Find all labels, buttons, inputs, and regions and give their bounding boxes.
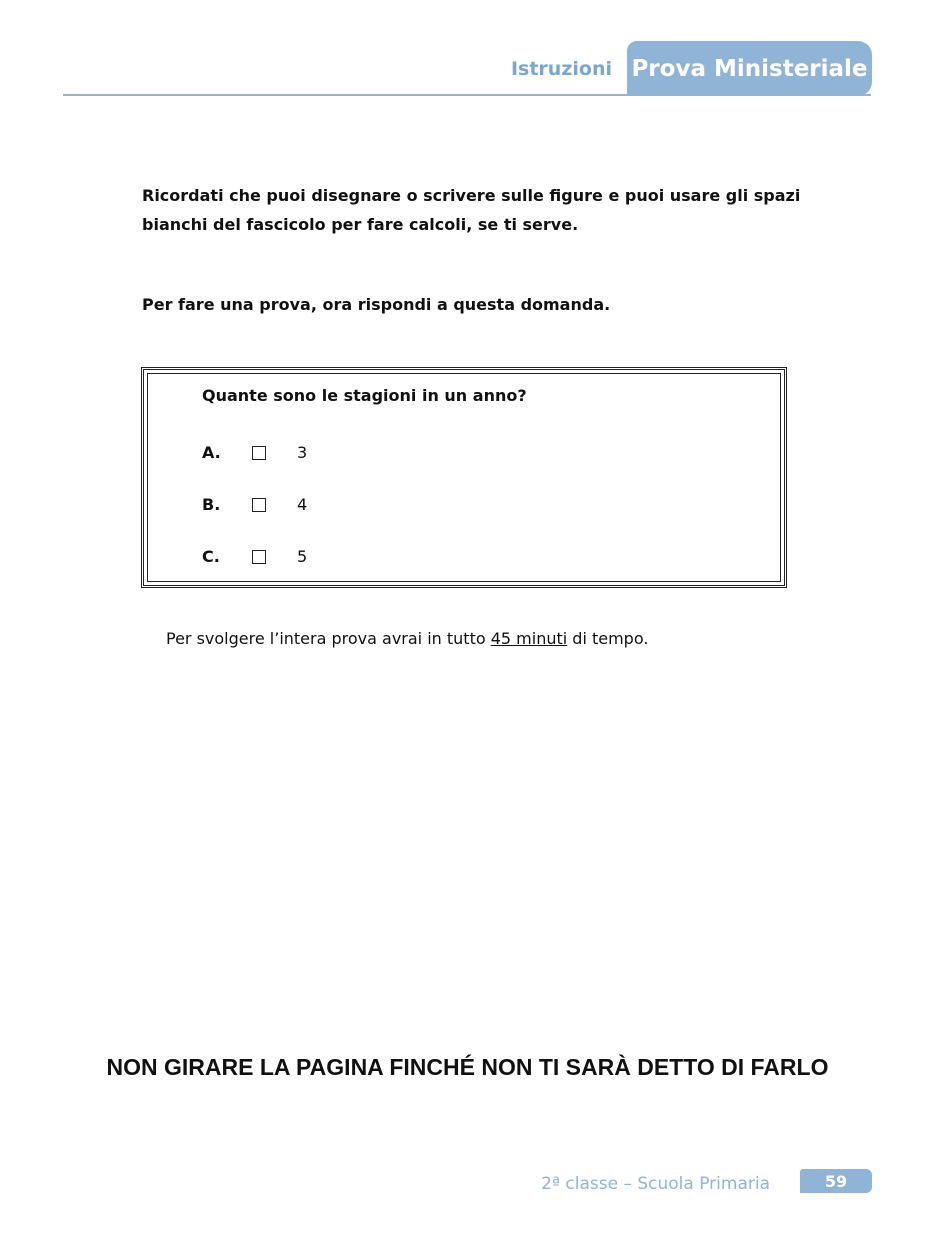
option-c-checkbox[interactable] xyxy=(252,550,266,564)
option-letter: B. xyxy=(202,495,221,514)
footer-label: 2ª classe – Scuola Primaria xyxy=(541,1174,770,1194)
time-note-before: Per svolgere l’intera prova avrai in tutto xyxy=(166,629,491,648)
question-text: Quante sono le stagioni in un anno? xyxy=(202,386,527,405)
time-note xyxy=(166,629,648,648)
header-tab xyxy=(627,41,872,96)
instructions-line-1: Ricordati che puoi disegnare o scrivere sulle figure e puoi usare gli spazi xyxy=(142,186,801,205)
option-value: 4 xyxy=(297,495,308,514)
question-box xyxy=(141,367,787,588)
page-number-badge xyxy=(800,1169,872,1193)
option-value: 3 xyxy=(297,443,308,462)
option-letter: C. xyxy=(202,547,220,566)
option-letter: A. xyxy=(202,443,221,462)
do-not-turn-warning: NON GIRARE LA PAGINA FINCHÉ NON TI SARÀ DETTO DI FARLO xyxy=(106,1054,829,1080)
option-a-checkbox[interactable] xyxy=(252,446,266,460)
instructions-line-2: bianchi del fascicolo per fare calcoli, se ti serve. xyxy=(142,215,579,234)
time-note-after: di tempo. xyxy=(567,629,649,648)
instructions-paragraph xyxy=(142,181,822,239)
page-number: 59 xyxy=(824,1171,848,1191)
header-divider xyxy=(63,94,871,96)
option-b-checkbox[interactable] xyxy=(252,498,266,512)
option-value: 5 xyxy=(297,547,308,566)
section-label: Istruzioni xyxy=(510,58,612,80)
time-note-duration: 45 minuti xyxy=(490,629,568,648)
header-tab-label: Prova Ministeriale xyxy=(631,55,868,82)
instructions-prompt: Per fare una prova, ora rispondi a questa domanda. xyxy=(142,295,611,314)
